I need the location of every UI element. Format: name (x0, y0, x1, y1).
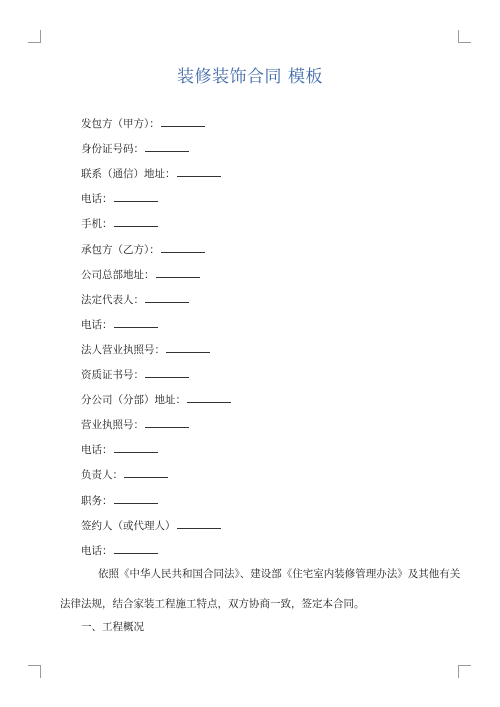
page-corner-mark-bottom-right (458, 665, 471, 678)
field-label: 负责人： (81, 469, 123, 482)
intro-paragraph-line-2: 法律法规，结合家装工程施工特点，双方协商一致，签定本合同。 (60, 598, 365, 610)
field-row (81, 543, 158, 558)
field-label: 签约人（或代理人） (81, 519, 176, 532)
field-label: 手机： (81, 218, 113, 231)
field-blank-line[interactable] (114, 191, 158, 202)
field-blank-line[interactable] (145, 367, 189, 378)
field-row (81, 191, 158, 206)
field-blank-line[interactable] (114, 442, 158, 453)
field-row (81, 292, 189, 307)
field-label: 发包方（甲方）： (81, 118, 160, 130)
intro-paragraph-line-1: 依照《中华人民共和国合同法》、建设部《住宅室内装修管理办法》及其他有关 (98, 568, 461, 580)
field-label: 职务： (81, 494, 113, 507)
page-corner-mark-top-left (28, 30, 41, 43)
field-row (81, 417, 189, 432)
field-blank-line[interactable] (161, 242, 205, 253)
field-row (81, 141, 189, 156)
field-label: 营业执照号： (81, 419, 144, 432)
field-row (81, 317, 158, 332)
section-heading: 一、工程概况 (81, 621, 144, 633)
field-label: 电话： (81, 193, 113, 206)
field-row (81, 166, 221, 181)
field-label: 资质证书号： (81, 369, 144, 381)
field-blank-line[interactable] (156, 267, 200, 278)
field-label: 电话： (81, 318, 113, 331)
field-row (81, 242, 205, 257)
field-blank-line[interactable] (114, 317, 158, 328)
field-blank-line[interactable] (166, 342, 210, 353)
field-row (81, 493, 158, 508)
field-label: 法人营业执照号： (81, 343, 165, 356)
field-row (81, 216, 158, 231)
page-corner-mark-top-right (458, 30, 471, 43)
field-blank-line[interactable] (187, 392, 231, 403)
field-label: 联系（通信）地址： (81, 168, 176, 181)
page-corner-mark-bottom-left (28, 665, 41, 678)
field-row (81, 442, 158, 457)
field-blank-line[interactable] (124, 467, 168, 478)
field-blank-line[interactable] (145, 141, 189, 152)
field-label: 身份证号码： (81, 143, 144, 156)
field-blank-line[interactable] (145, 417, 189, 428)
field-label: 电话： (81, 544, 113, 557)
field-row (81, 342, 210, 357)
field-blank-line[interactable] (177, 518, 221, 529)
field-row (81, 116, 205, 131)
field-blank-line[interactable] (114, 493, 158, 504)
field-label: 公司总部地址： (81, 268, 155, 281)
field-blank-line[interactable] (114, 216, 158, 227)
field-row (81, 367, 189, 382)
field-label: 法定代表人： (81, 293, 144, 306)
document-title: 装修装饰合同 模板 (177, 67, 323, 87)
field-blank-line[interactable] (145, 292, 189, 303)
field-label: 承包方（乙方）： (81, 243, 160, 256)
field-label: 电话： (81, 444, 113, 457)
field-row (81, 392, 231, 407)
field-blank-line[interactable] (161, 116, 205, 127)
field-blank-line[interactable] (177, 166, 221, 177)
field-row (81, 467, 168, 482)
field-blank-line[interactable] (114, 543, 158, 554)
field-row (81, 518, 221, 533)
field-row (81, 267, 200, 282)
field-label: 分公司（分部）地址： (81, 394, 186, 407)
